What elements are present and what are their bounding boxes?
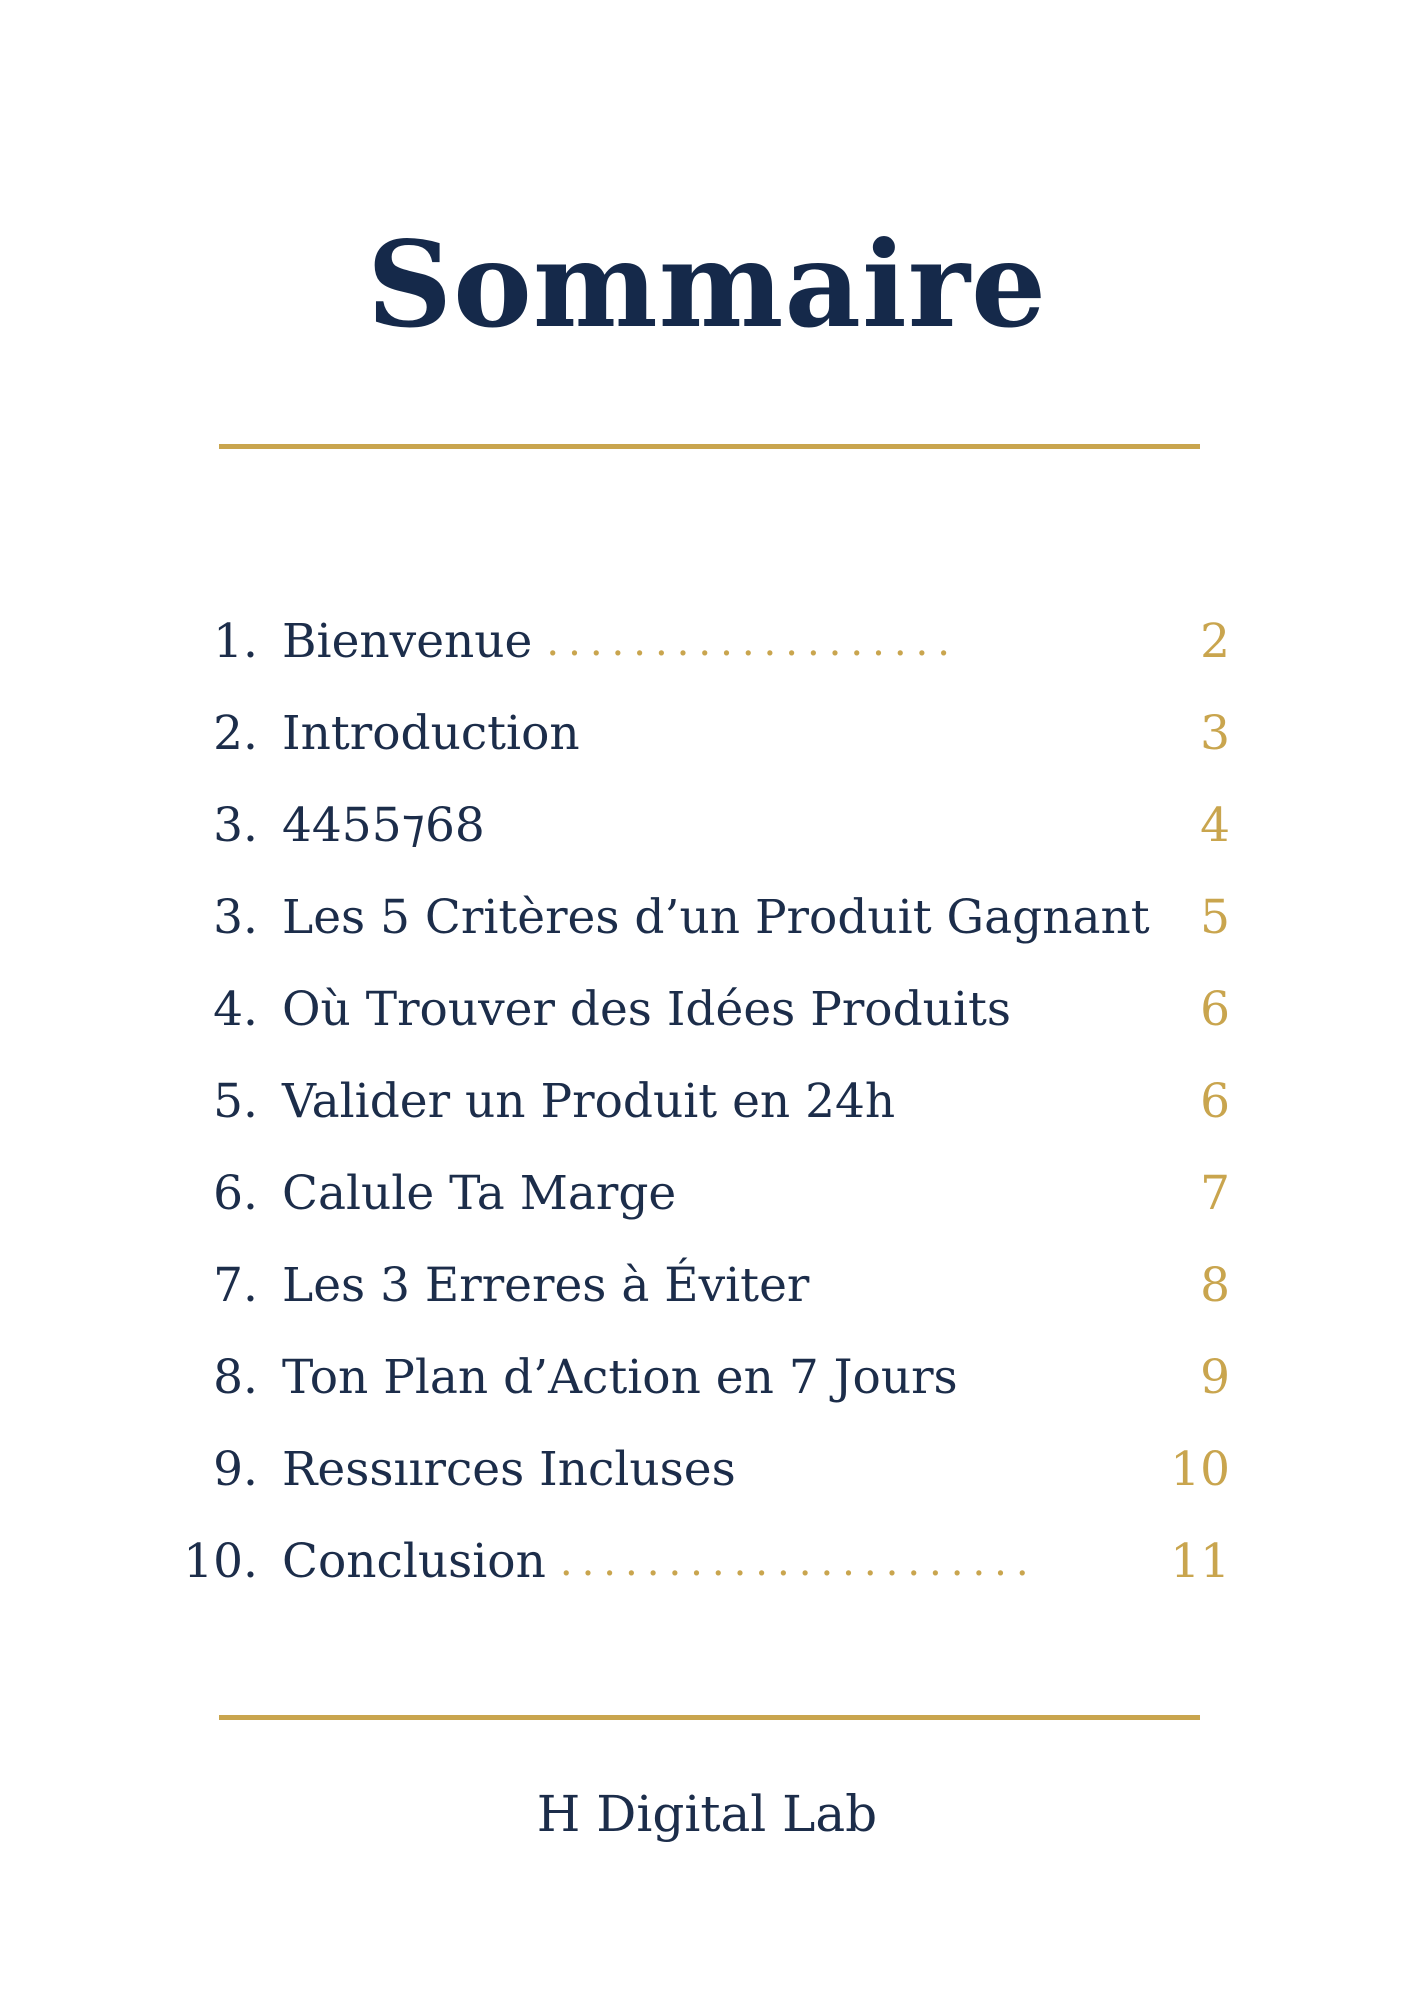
toc-entry-number: 7. — [213, 1258, 258, 1313]
toc-entry-number: 3. — [213, 890, 258, 945]
toc-entry-page: 10 — [1170, 1442, 1230, 1497]
toc-leader-dots: ................... — [546, 619, 959, 665]
toc-entry-number: 3. — [213, 798, 258, 853]
toc-entry[interactable] — [180, 872, 1230, 964]
toc-entry-number: 6. — [213, 1166, 258, 1221]
toc-entry[interactable] — [180, 1056, 1230, 1148]
toc-entry-title: Valider un Produit en 24h — [282, 1074, 896, 1129]
toc-entry-title: Où Trouver des Idées Produits — [282, 982, 1011, 1037]
toc-entry-page: 3 — [1200, 706, 1230, 761]
toc-entry[interactable] — [180, 1148, 1230, 1240]
toc-entry[interactable] — [180, 1332, 1230, 1424]
toc-entry-page: 6 — [1200, 982, 1230, 1037]
toc-entry-number: 5. — [213, 1074, 258, 1129]
toc-entry-number: 4. — [213, 982, 258, 1037]
toc-leader-dots: ...................... — [559, 1539, 1038, 1585]
toc-entry[interactable] — [180, 688, 1230, 780]
top-divider — [219, 444, 1200, 449]
toc-entry-number: 9. — [213, 1442, 258, 1497]
toc-entry[interactable] — [180, 1240, 1230, 1332]
toc-entry[interactable] — [180, 1424, 1230, 1516]
toc-entry-page: 6 — [1200, 1074, 1230, 1129]
toc-entry-number: 10. — [183, 1534, 258, 1589]
toc-entry[interactable] — [180, 780, 1230, 872]
toc-entry-title: Les 3 Erreres à Éviter — [282, 1258, 810, 1313]
toc-entry-title: Introduction — [282, 706, 580, 761]
toc-entry-page: 2 — [1200, 614, 1230, 669]
brand-footer: H Digital Lab — [536, 1785, 878, 1843]
bottom-divider — [219, 1715, 1200, 1720]
toc-entry-number: 2. — [213, 706, 258, 761]
toc-entry-number: 1. — [213, 614, 258, 669]
toc-entry[interactable] — [180, 1516, 1230, 1608]
toc-entry-page: 5 — [1200, 890, 1230, 945]
toc-entry[interactable] — [180, 964, 1230, 1056]
toc-entry-title: Calule Ta Marge — [282, 1166, 677, 1221]
table-of-contents — [180, 596, 1230, 1616]
toc-entry-page: 9 — [1200, 1350, 1230, 1405]
toc-entry-page: 11 — [1170, 1534, 1230, 1589]
toc-entry-title: Les 5 Critères d’un Produit Gagnant — [282, 890, 1150, 945]
page-title: Sommaire — [366, 215, 1048, 354]
toc-entry-page: 8 — [1200, 1258, 1230, 1313]
toc-entry-title: Ton Plan d’Action en 7 Jours — [282, 1350, 958, 1405]
toc-entry-title: Conclusion — [282, 1534, 546, 1589]
toc-entry[interactable] — [180, 596, 1230, 688]
toc-entry-page: 7 — [1200, 1166, 1230, 1221]
toc-entry-number: 8. — [213, 1350, 258, 1405]
toc-entry-page: 4 — [1200, 798, 1230, 853]
toc-entry-title: Bienvenue — [282, 614, 533, 669]
toc-entry-title: Ressıırces Incluses — [282, 1442, 736, 1497]
toc-entry-title: 4455⁊68 — [282, 798, 485, 853]
